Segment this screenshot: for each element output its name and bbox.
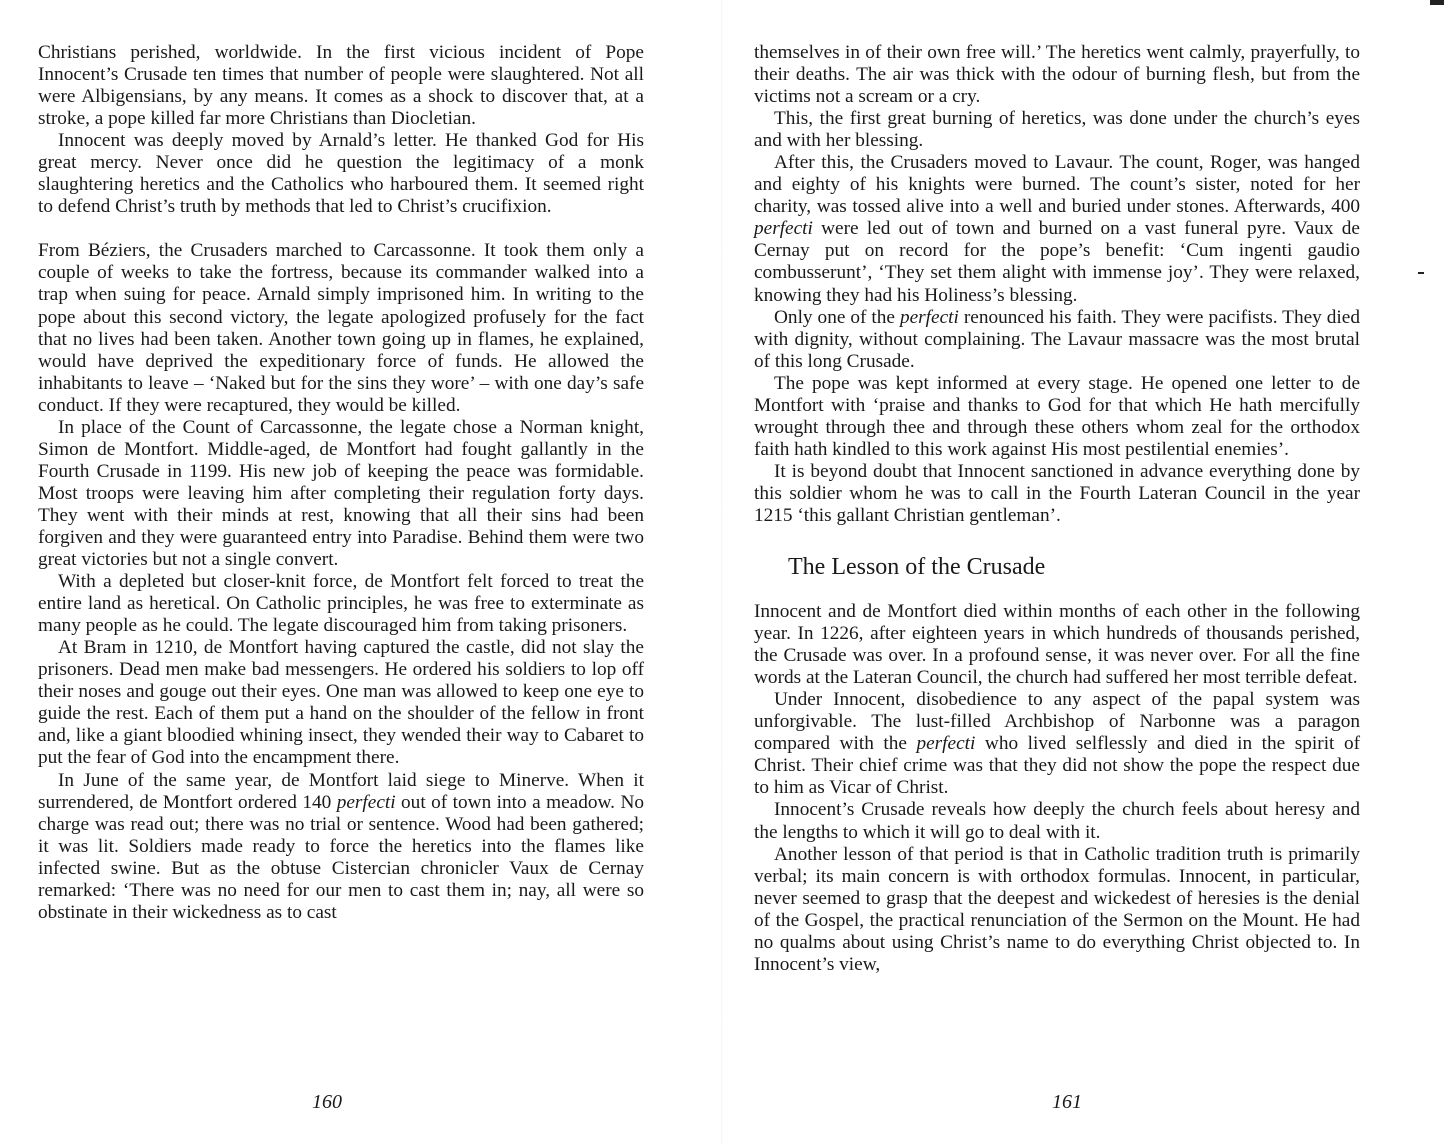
paragraph: Innocent’s Crusade reveals how deeply the church feels about heresy and the lengths to which it will go to deal with it. xyxy=(754,799,1360,843)
page-number: 161 xyxy=(1052,1091,1082,1113)
italic-term: perfecti xyxy=(899,306,959,328)
text-run: who lived selflessly and died in the spirit of Christ. Their chief crime was that they did not show the pope the respect due to him as Vicar of Christ. xyxy=(754,733,1361,799)
paragraph: themselves in of their own free will.’ The heretics went calmly, prayerfully, to their deaths. The air was thick with the odour of burning flesh, but from the victims not a scream or a cry. xyxy=(754,42,1360,108)
paragraph: From Béziers, the Crusaders marched to Carcassonne. It took them only a couple of weeks to take the fortress, because its commander walked into a trap when suing for peace. Arnald simply imprisoned him. In writing to the pope about this second victory, the legate apologized profusely for the fact that no lives had been taken. Another town going up in flames, he explained, would have deprived the expeditionary force of funds. He allowed the inhabitants to leave – ‘Naked but for the sins they wore’ – with one day’s safe conduct. If they were recaptured, they would be killed. xyxy=(38,240,644,416)
text-run: Under Innocent, disobedience to any aspect of the papal system was unforgivable. The lust-filled Archbishop of Narbonne was a paragon compared with the xyxy=(754,689,1360,755)
paragraph: At Bram in 1210, de Montfort having captured the castle, did not slay the prisoners. Dead men make bad messengers. He ordered his soldiers to lop off their noses and gouge out their eyes. One man was allowed to keep one eye to guide the rest. Each of them put a hand on the shoulder of the fellow in front and, like a giant bloodied whining insect, they wended their way to Cabaret to put the fear of God into the encampment there. xyxy=(38,637,644,769)
text-run: renounced his faith. They were pacifists. They died with dignity, without complaining. The Lavaur massacre was the most brutal of this long Crusade. xyxy=(754,306,1360,372)
paragraph: In place of the Count of Carcassonne, the legate chose a Norman knight, Simon de Montfort. Middle-aged, de Montfort had fought gallantly in the Fourth Crusade in 1199. His new job of keeping the peace was formidable. Most troops were leaving him after completing their regulation forty days. They went with their minds at rest, knowing that all their sins had been forgiven and they were guaranteed entry into Paradise. Behind them were two great victories but not a single convert. xyxy=(38,416,644,571)
italic-term: perfecti xyxy=(336,791,396,813)
paragraph: Innocent was deeply moved by Arnald’s letter. He thanked God for His great mercy. Never once did he question the legitimacy of a monk slaughtering heretics and the Catholics who harboured them. It seemed right to defend Christ’s truth by methods that led to Christ’s crucifixion. xyxy=(38,130,644,218)
text-run: Only one of the xyxy=(774,306,900,328)
paragraph xyxy=(754,152,1360,306)
right-page xyxy=(722,0,1444,1144)
paragraph: Another lesson of that period is that in Catholic tradition truth is primarily verbal; its main concern is with orthodox formulas. Innocent, in particular, never seemed to grasp that the deepest and wickedest of heresies is the denial of the Gospel, the practical renunciation of the Sermon on the Mount. He had no qualms about using Christ’s name to do everything Christ objected to. In Innocent’s view, xyxy=(754,843,1360,975)
paragraph: The pope was kept informed at every stage. He opened one letter to de Montfort with ‘praise and thanks to God for that which He hath mercifully wrought through thee and through these others whom zeal for the orthodox faith hath kindled to this work against His most pestilential enemies’. xyxy=(754,372,1360,460)
paragraph: With a depleted but closer-knit force, de Montfort felt forced to treat the entire land as heretical. On Catholic principles, he was free to exterminate as many people as he could. The legate discouraged him from taking prisoners. xyxy=(38,571,644,637)
scan-artifact xyxy=(1418,272,1424,274)
paragraph xyxy=(754,307,1360,373)
paragraph: Innocent and de Montfort died within months of each other in the following year. In 1226, after eighteen years in which hundreds of thousands perished, the Crusade was over. In a profound sense, it was never over. For all the fine words at the Lateran Council, the church had suffered her most terrible defeat. xyxy=(754,601,1360,689)
paragraph: It is beyond doubt that Innocent sanctioned in advance everything done by this soldier whom he was to call in the Fourth Lateran Council in the year 1215 ‘this gallant Christian gentleman’. xyxy=(754,460,1360,526)
paragraph-gap xyxy=(38,218,644,240)
section-heading: The Lesson of the Crusade xyxy=(788,554,1046,581)
text-run: In June of the same year, de Montfort laid siege to Minerve. When it surrendered, de Montfort ordered 140 xyxy=(38,769,644,813)
scan-artifact xyxy=(1430,0,1444,5)
page-number: 160 xyxy=(312,1091,342,1113)
text-run: were led out of town and burned on a vast funeral pyre. Vaux de Cernay put on record for the pope’s benefit: ‘Cum ingenti gaudio combusserunt’, ‘They set them alight with immense joy’. They were relaxed, knowing they had his Holiness’s blessing. xyxy=(754,218,1360,306)
text-run: After this, the Crusaders moved to Lavaur. The count, Roger, was hanged and eighty of his knights were burned. The count’s sister, noted for her charity, was tossed alive into a well and buried under stones. Afterwards, 400 xyxy=(754,152,1360,218)
italic-term: perfecti xyxy=(916,733,976,755)
italic-term: perfecti xyxy=(754,218,813,240)
right-page-text xyxy=(754,42,1360,976)
text-run: out of town into a meadow. No charge was read out; there was no trial or sentence. Wood had been gathered; it was lit. Soldiers made ready to force the heretics into the flames like infected swine. But as the obtuse Cistercian chronicler Vaux de Cernay remarked: ‘There was no need for our men to cast them in; nay, all were so obstinate in their wickedness as to cast xyxy=(38,791,645,923)
paragraph xyxy=(38,770,644,924)
left-page-text xyxy=(38,42,644,924)
paragraph: Christians perished, worldwide. In the first vicious incident of Pope Innocent’s Crusade ten times that number of people were slaughtered. Not all were Albigensians, by any means. It comes as a shock to discover that, at a stroke, a pope killed far more Christians than Diocletian. xyxy=(38,42,644,130)
paragraph: This, the first great burning of heretics, was done under the church’s eyes and with her blessing. xyxy=(754,108,1360,152)
paragraph xyxy=(754,689,1360,799)
